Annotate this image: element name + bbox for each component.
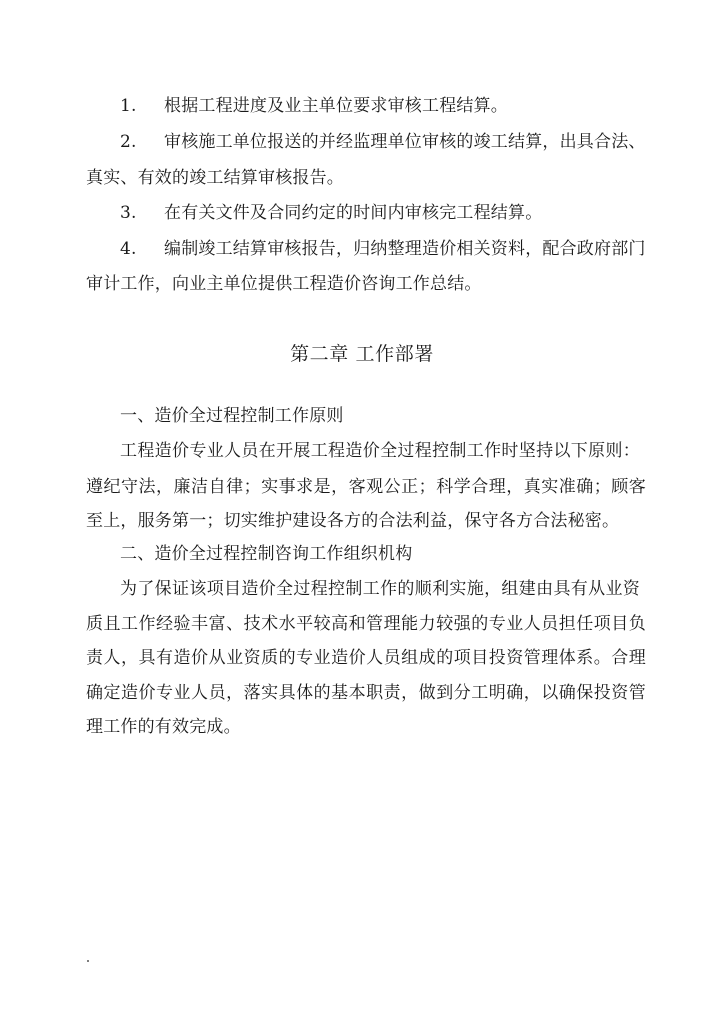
section-1-heading: 一、造价全过程控制工作原则 — [120, 406, 344, 426]
list-item-1 — [120, 94, 640, 118]
section-2-heading: 二、造价全过程控制咨询工作组织机构 — [120, 544, 413, 564]
section-2-line-2: 质且工作经验丰富、技术水平较高和管理能力较强的专业人员担任项目负 — [86, 614, 646, 634]
chapter-title: 第二章 工作部署 — [290, 343, 434, 365]
list-item-1-text: 根据工程进度及业主单位要求审核工程结算。 — [164, 96, 508, 116]
list-item-4-line-2: 审计工作，向业主单位提供工程造价咨询工作总结。 — [86, 274, 482, 294]
section-2-line-5: 理工作的有效完成。 — [86, 717, 241, 737]
list-item-1-number: 1. — [120, 96, 137, 116]
list-item-4-line-1 — [120, 237, 646, 261]
list-item-2-line-2: 真实、有效的竣工结算审核报告。 — [86, 168, 344, 188]
section-2-line-3: 责人，具有造价从业资质的专业造价人员组成的项目投资管理体系。合理 — [86, 648, 646, 668]
list-item-2-text-1: 审核施工单位报送的并经监理单位审核的竣工结算，出具合法、 — [164, 132, 646, 152]
list-item-3 — [120, 201, 640, 225]
list-item-4-text-1: 编制竣工结算审核报告，归纳整理造价相关资料，配合政府部门 — [164, 239, 646, 259]
section-1-line-1: 工程造价专业人员在开展工程造价全过程控制工作时坚持以下原则： — [120, 441, 640, 461]
list-item-2-line-1 — [120, 130, 646, 154]
list-item-3-text: 在有关文件及合同约定的时间内审核完工程结算。 — [164, 203, 543, 223]
list-item-2-number: 2. — [120, 132, 137, 152]
page-mark-dot — [87, 960, 89, 962]
list-item-3-number: 3. — [120, 203, 137, 223]
section-2-line-4: 确定造价专业人员，落实具体的基本职责，做到分工明确，以确保投资管 — [86, 683, 646, 703]
section-2-line-1: 为了保证该项目造价全过程控制工作的顺利实施，组建由具有从业资 — [120, 579, 640, 599]
section-1-line-3: 至上，服务第一；切实维护建设各方的合法利益，保守各方合法秘密。 — [86, 511, 620, 531]
list-item-4-number: 4. — [120, 239, 137, 259]
section-1-line-2: 遵纪守法，廉洁自律；实事求是，客观公正；科学合理，真实准确；顾客 — [86, 477, 646, 497]
